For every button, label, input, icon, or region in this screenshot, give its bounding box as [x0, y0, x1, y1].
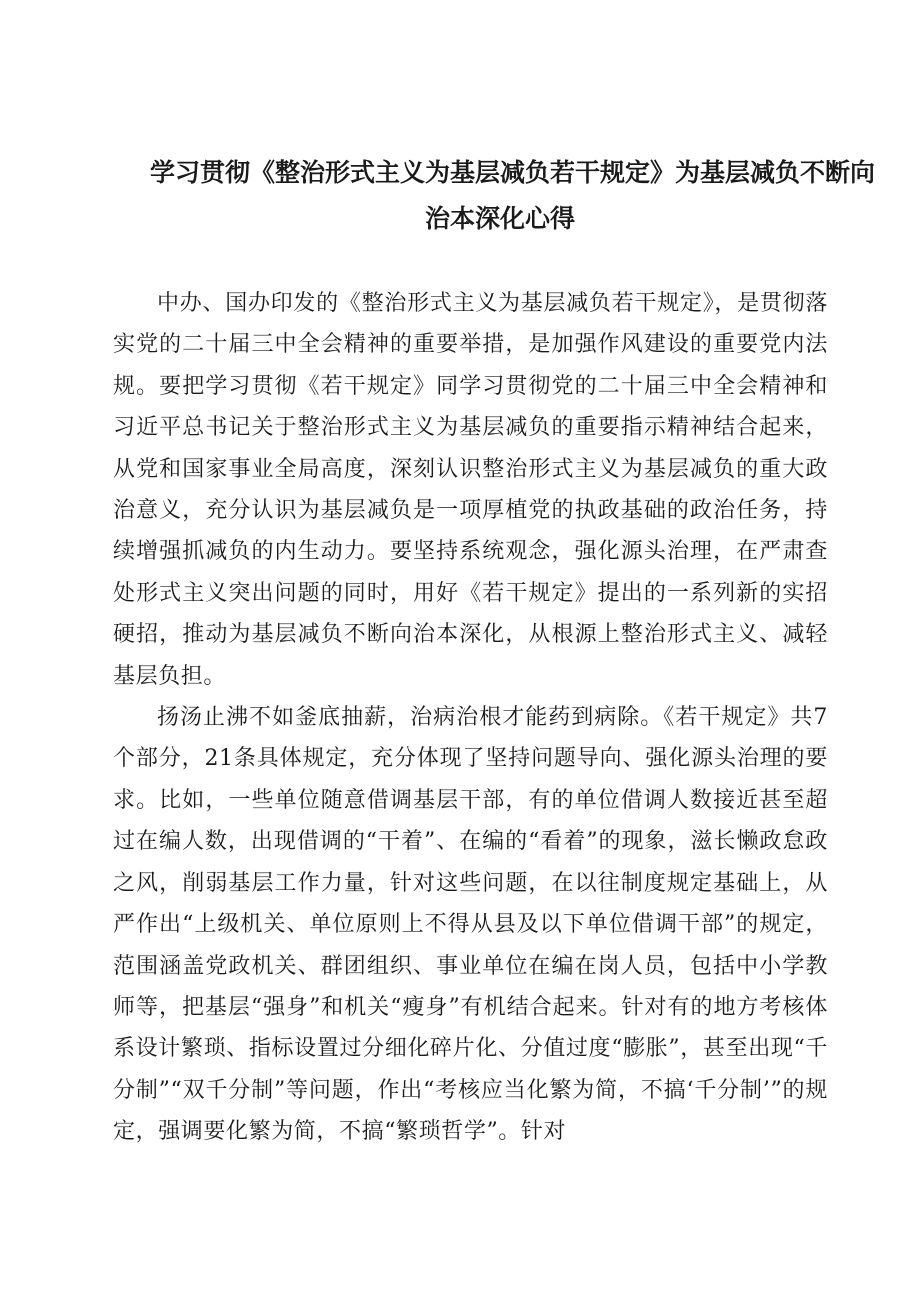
title-line-2: 治本深化心得 — [424, 204, 575, 233]
document-body — [113, 283, 828, 1153]
document-title — [150, 150, 876, 242]
paragraph-1: 中办、国办印发的《整治形式主义为基层减负若干规定》，是贯彻落实党的二十届三中全会精神的重要举措，是加强作风建设的重要党内法规。要把学习贯彻《若干规定》同学习贯彻党的二十届三中全会精神和习近平总书记关于整治形式主义为基层减负的重要指示精神结合起来，从党和国家事业全局高度，深刻认识整治形式主义为基层减负的重大政治意义，充分认识为基层减负是一项厚植党的执政基础的政治任务，持续增强抓减负的内生动力。要坚持系统观念，强化源头治理，在严肃查处形式主义突出问题的同时，用好《若干规定》提出的一系列新的实招硬招，推动为基层减负不断向治本深化，从根源上整治形式主义、减轻基层负担。 — [113, 291, 828, 689]
paragraph-2: 扬汤止沸不如釜底抽薪，治病治根才能药到病除。《若干规定》共7个部分，21条具体规定，充分体现了坚持问题导向、强化源头治理的要求。比如，一些单位随意借调基层干部，有的单位借调人数接近甚至超过在编人数，出现借调的“干着”、在编的“看着”的现象，滋长懒政怠政之风，削弱基层工作力量，针对这些问题，在以往制度规定基础上，从严作出“上级机关、单位原则上不得从县及以下单位借调干部”的规定，范围涵盖党政机关、群团组织、事业单位在编在岗人员，包括中小学教师等，把基层“强身”和机关“瘦身”有机结合起来。针对有的地方考核体系设计繁琐、指标设置过分细化碎片化、分值过度“膨胀”，甚至出现“千分制”“双千分制”等问题，作出“考核应当化繁为简，不搞‘千分制’”的规定，强调要化繁为简，不搞“繁琐哲学”。针对 — [113, 705, 828, 1145]
title-line-1: 学习贯彻《整治形式主义为基层减负若干规定》为基层减负不断向 — [150, 158, 876, 187]
